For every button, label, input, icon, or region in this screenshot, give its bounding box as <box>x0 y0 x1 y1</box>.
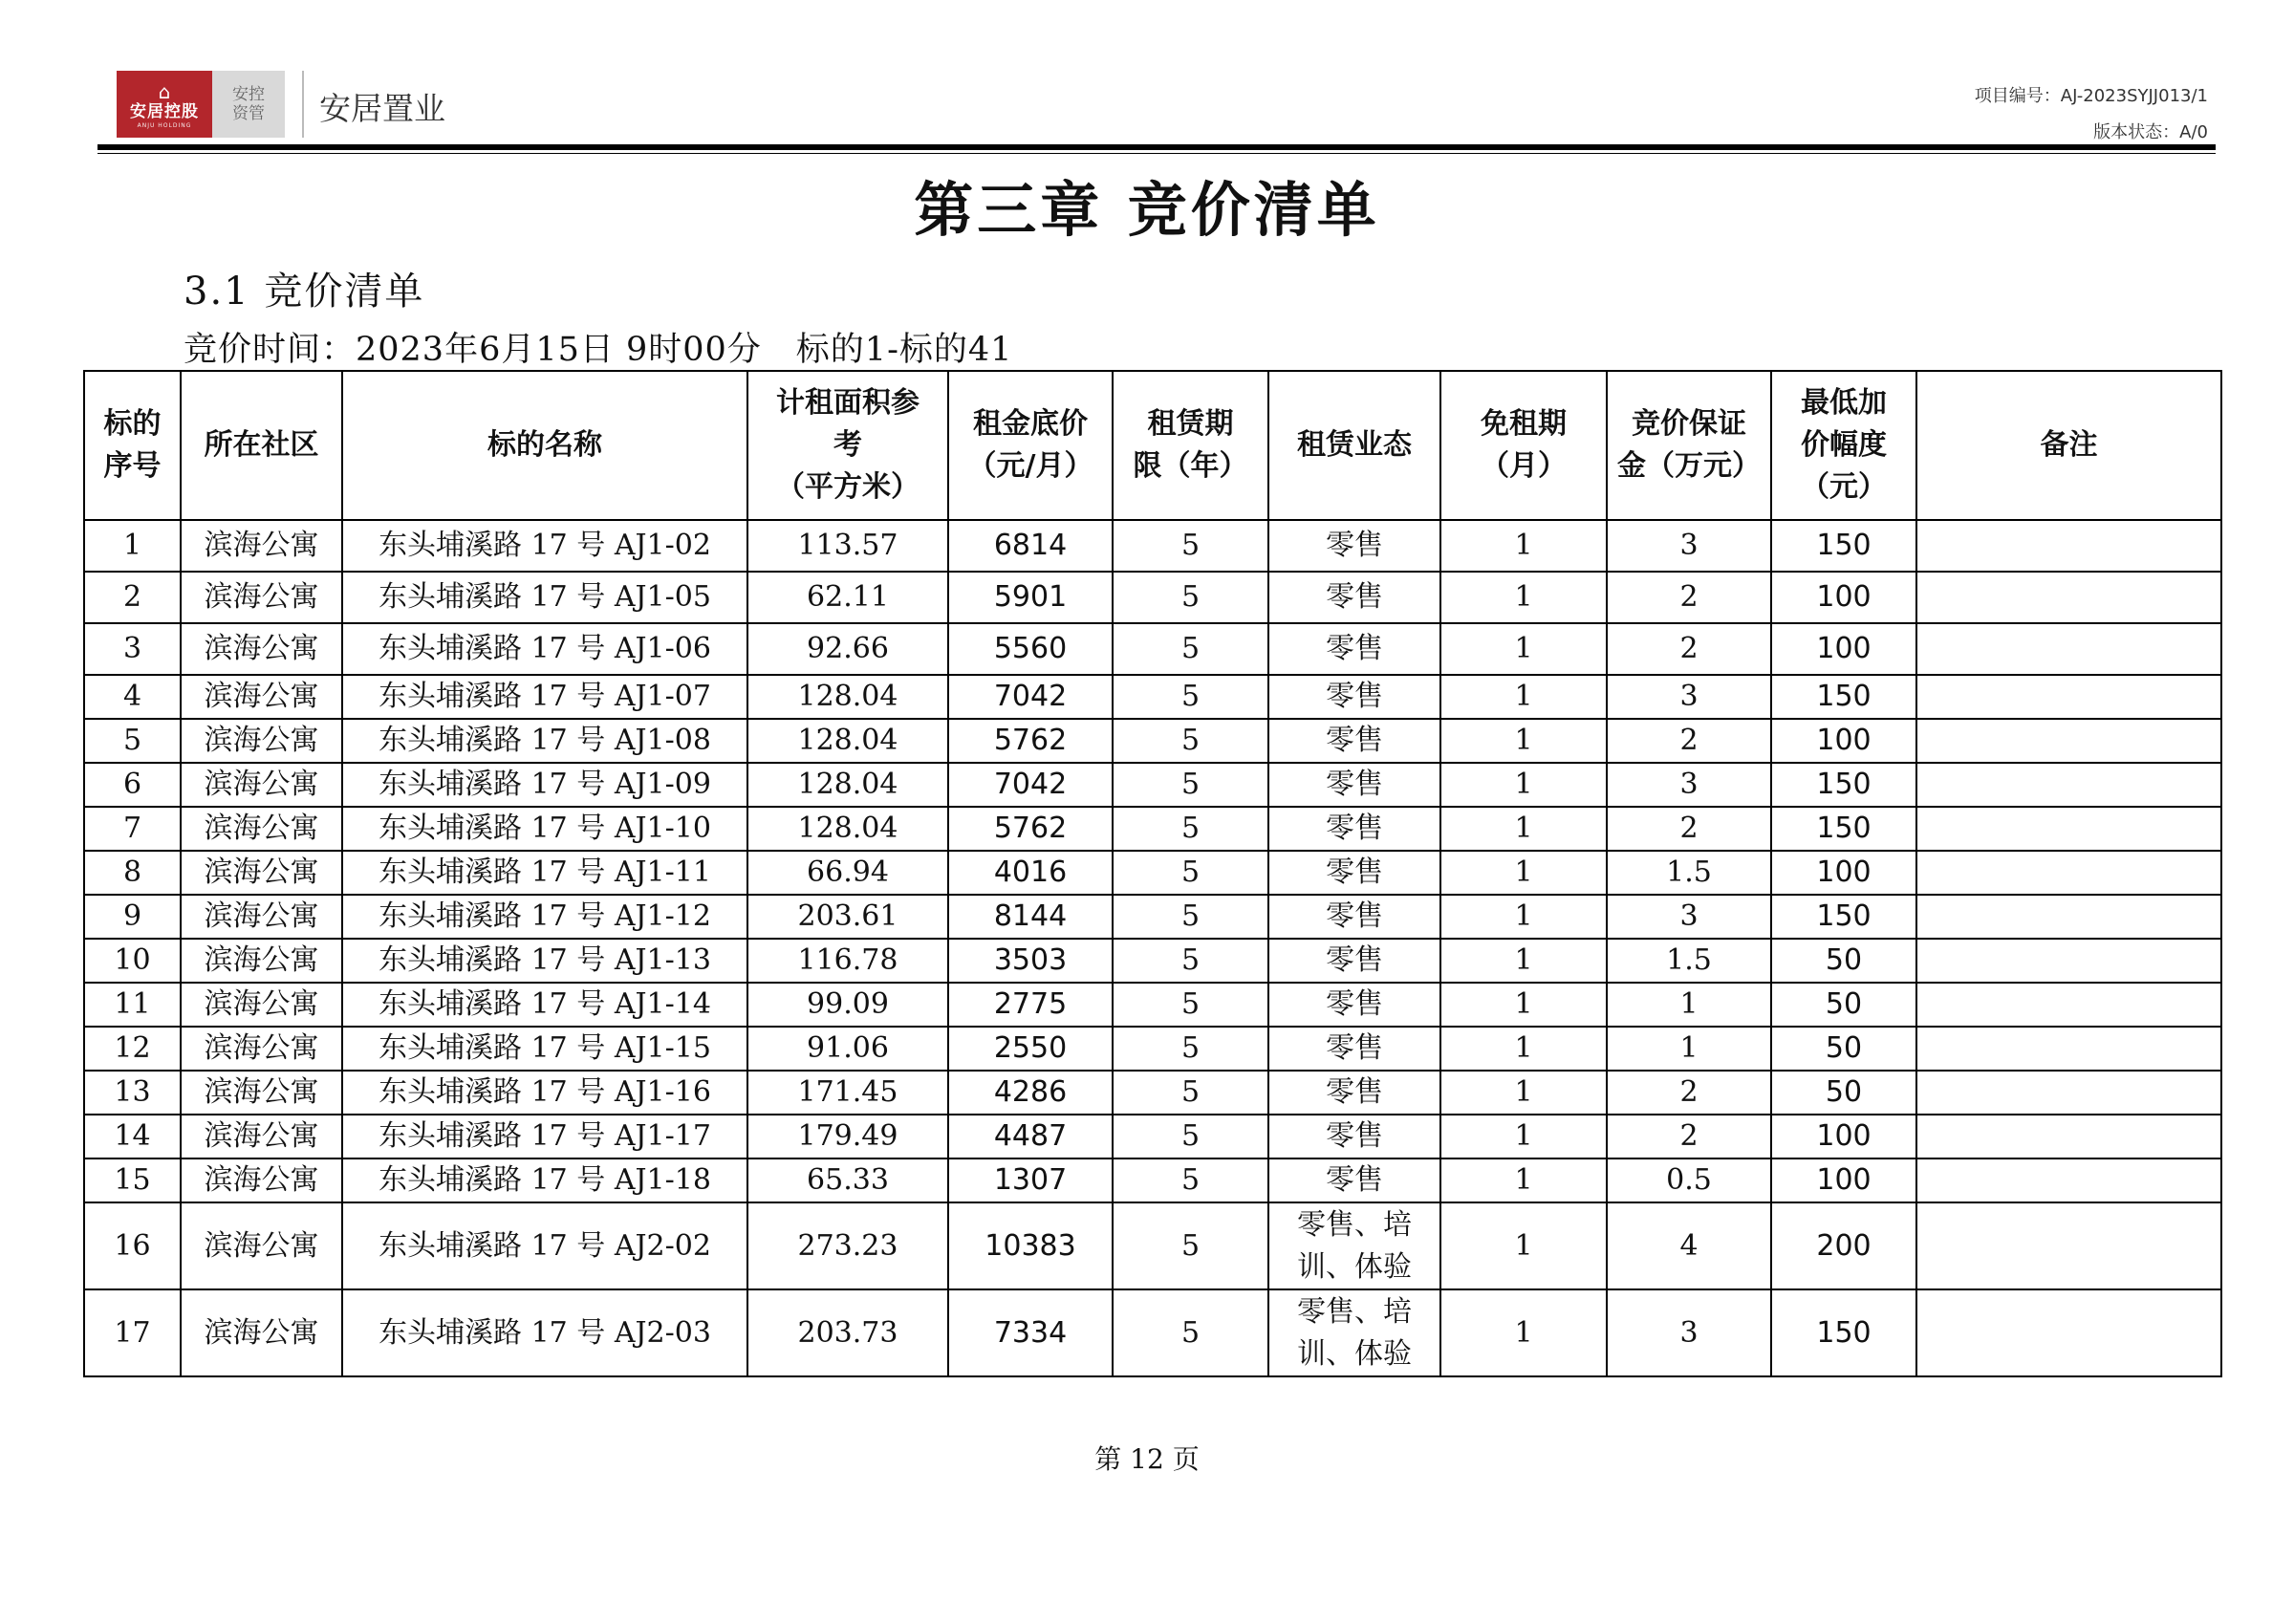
cell-business-type: 零售 <box>1268 1115 1440 1158</box>
cell-rent-free: 1 <box>1440 895 1607 939</box>
cell-lease-term: 5 <box>1113 895 1268 939</box>
cell-min-increment: 50 <box>1771 983 1916 1027</box>
cell-community: 滨海公寓 <box>181 1115 342 1158</box>
logo-english-name: ANJU HOLDING <box>137 122 192 129</box>
cell-community: 滨海公寓 <box>181 623 342 675</box>
cell-area: 116.78 <box>747 939 948 983</box>
cell-business-type: 零售 <box>1268 851 1440 895</box>
cell-community: 滨海公寓 <box>181 939 342 983</box>
cell-deposit: 2 <box>1607 572 1771 623</box>
subsidiary-logo-line2: 资管 <box>232 104 265 123</box>
cell-lot-name: 东头埔溪路 17 号 AJ1-08 <box>342 719 747 763</box>
cell-lot-name: 东头埔溪路 17 号 AJ2-02 <box>342 1202 747 1289</box>
cell-min-increment: 100 <box>1771 623 1916 675</box>
table-row <box>84 719 2221 763</box>
cell-min-increment: 150 <box>1771 807 1916 851</box>
cell-rent-free: 1 <box>1440 1027 1607 1071</box>
chapter-title: 第三章 竞价清单 <box>914 175 1380 245</box>
cell-rent-free: 1 <box>1440 851 1607 895</box>
header-serial: 标的 序号 <box>84 371 181 520</box>
logo-mark-icon: ⌂ <box>158 80 171 103</box>
cell-community: 滨海公寓 <box>181 1158 342 1202</box>
table-row <box>84 623 2221 675</box>
cell-area: 66.94 <box>747 851 948 895</box>
cell-deposit: 0.5 <box>1607 1158 1771 1202</box>
cell-deposit: 1 <box>1607 1027 1771 1071</box>
cell-deposit: 2 <box>1607 1071 1771 1115</box>
header-area: 计租面积参 考 （平方米） <box>747 371 948 520</box>
header-remarks: 备注 <box>1916 371 2221 520</box>
cell-min-increment: 100 <box>1771 719 1916 763</box>
table-row <box>84 763 2221 807</box>
cell-deposit: 1 <box>1607 983 1771 1027</box>
cell-serial: 1 <box>84 520 181 572</box>
cell-deposit: 2 <box>1607 1115 1771 1158</box>
cell-area: 203.61 <box>747 895 948 939</box>
cell-business-type: 零售、培 训、体验 <box>1268 1289 1440 1376</box>
cell-deposit: 4 <box>1607 1202 1771 1289</box>
cell-lease-term: 5 <box>1113 1115 1268 1158</box>
project-number: 项目编号：AJ-2023SYJJ013/1 <box>1974 86 2208 106</box>
cell-rent-free: 1 <box>1440 520 1607 572</box>
cell-lot-name: 东头埔溪路 17 号 AJ1-16 <box>342 1071 747 1115</box>
cell-rent-free: 1 <box>1440 623 1607 675</box>
cell-base-rent: 5762 <box>948 719 1113 763</box>
cell-deposit: 3 <box>1607 1289 1771 1376</box>
cell-area: 62.11 <box>747 572 948 623</box>
cell-area: 128.04 <box>747 675 948 719</box>
cell-rent-free: 1 <box>1440 1115 1607 1158</box>
cell-area: 179.49 <box>747 1115 948 1158</box>
cell-base-rent: 2775 <box>948 983 1113 1027</box>
cell-rent-free: 1 <box>1440 675 1607 719</box>
cell-serial: 7 <box>84 807 181 851</box>
cell-community: 滨海公寓 <box>181 719 342 763</box>
cell-business-type: 零售 <box>1268 675 1440 719</box>
cell-rent-free: 1 <box>1440 983 1607 1027</box>
cell-remarks <box>1916 851 2221 895</box>
cell-lease-term: 5 <box>1113 719 1268 763</box>
company-logo <box>117 71 212 138</box>
cell-community: 滨海公寓 <box>181 1202 342 1289</box>
cell-rent-free: 1 <box>1440 939 1607 983</box>
cell-lease-term: 5 <box>1113 983 1268 1027</box>
cell-deposit: 2 <box>1607 623 1771 675</box>
cell-area: 128.04 <box>747 763 948 807</box>
cell-lot-name: 东头埔溪路 17 号 AJ1-07 <box>342 675 747 719</box>
header-lot-name: 标的名称 <box>342 371 747 520</box>
cell-remarks <box>1916 939 2221 983</box>
bid-time: 竞价时间：2023年6月15日 9时00分 标的1-标的41 <box>184 331 1013 369</box>
cell-remarks <box>1916 807 2221 851</box>
cell-remarks <box>1916 763 2221 807</box>
cell-lease-term: 5 <box>1113 807 1268 851</box>
cell-business-type: 零售 <box>1268 939 1440 983</box>
cell-area: 171.45 <box>747 1071 948 1115</box>
cell-community: 滨海公寓 <box>181 572 342 623</box>
cell-serial: 17 <box>84 1289 181 1376</box>
cell-rent-free: 1 <box>1440 719 1607 763</box>
cell-business-type: 零售 <box>1268 983 1440 1027</box>
cell-rent-free: 1 <box>1440 763 1607 807</box>
cell-lease-term: 5 <box>1113 1071 1268 1115</box>
cell-deposit: 3 <box>1607 675 1771 719</box>
cell-lease-term: 5 <box>1113 675 1268 719</box>
cell-rent-free: 1 <box>1440 1158 1607 1202</box>
cell-area: 113.57 <box>747 520 948 572</box>
cell-business-type: 零售 <box>1268 807 1440 851</box>
table-row <box>84 807 2221 851</box>
table-row <box>84 520 2221 572</box>
cell-base-rent: 8144 <box>948 895 1113 939</box>
cell-remarks <box>1916 983 2221 1027</box>
header-community: 所在社区 <box>181 371 342 520</box>
cell-business-type: 零售 <box>1268 623 1440 675</box>
header-rule-thin <box>97 153 2216 154</box>
table-row <box>84 851 2221 895</box>
header-deposit: 竞价保证 金（万元） <box>1607 371 1771 520</box>
cell-remarks <box>1916 1158 2221 1202</box>
cell-base-rent: 7042 <box>948 675 1113 719</box>
cell-area: 92.66 <box>747 623 948 675</box>
cell-lot-name: 东头埔溪路 17 号 AJ1-11 <box>342 851 747 895</box>
table-row <box>84 1115 2221 1158</box>
cell-deposit: 3 <box>1607 895 1771 939</box>
cell-base-rent: 5762 <box>948 807 1113 851</box>
cell-community: 滨海公寓 <box>181 807 342 851</box>
cell-business-type: 零售 <box>1268 520 1440 572</box>
cell-serial: 2 <box>84 572 181 623</box>
cell-min-increment: 50 <box>1771 1027 1916 1071</box>
cell-serial: 15 <box>84 1158 181 1202</box>
header-rent-free: 免租期 （月） <box>1440 371 1607 520</box>
cell-lot-name: 东头埔溪路 17 号 AJ1-05 <box>342 572 747 623</box>
cell-serial: 4 <box>84 675 181 719</box>
cell-min-increment: 150 <box>1771 1289 1916 1376</box>
cell-area: 65.33 <box>747 1158 948 1202</box>
cell-lot-name: 东头埔溪路 17 号 AJ1-12 <box>342 895 747 939</box>
cell-community: 滨海公寓 <box>181 983 342 1027</box>
table-header-row <box>84 371 2221 520</box>
cell-deposit: 2 <box>1607 807 1771 851</box>
cell-base-rent: 10383 <box>948 1202 1113 1289</box>
cell-serial: 5 <box>84 719 181 763</box>
cell-deposit: 3 <box>1607 520 1771 572</box>
cell-serial: 9 <box>84 895 181 939</box>
cell-lease-term: 5 <box>1113 1202 1268 1289</box>
cell-serial: 13 <box>84 1071 181 1115</box>
header-divider <box>302 71 304 138</box>
cell-lease-term: 5 <box>1113 520 1268 572</box>
cell-remarks <box>1916 1027 2221 1071</box>
cell-serial: 10 <box>84 939 181 983</box>
cell-community: 滨海公寓 <box>181 763 342 807</box>
cell-remarks <box>1916 895 2221 939</box>
cell-lease-term: 5 <box>1113 939 1268 983</box>
subsidiary-logo <box>212 71 285 138</box>
cell-area: 203.73 <box>747 1289 948 1376</box>
cell-lot-name: 东头埔溪路 17 号 AJ1-02 <box>342 520 747 572</box>
cell-community: 滨海公寓 <box>181 1071 342 1115</box>
cell-serial: 3 <box>84 623 181 675</box>
cell-lot-name: 东头埔溪路 17 号 AJ1-13 <box>342 939 747 983</box>
cell-min-increment: 150 <box>1771 763 1916 807</box>
project-info <box>1975 78 2208 151</box>
cell-lot-name: 东头埔溪路 17 号 AJ1-06 <box>342 623 747 675</box>
version-status: 版本状态：A/0 <box>2093 122 2208 142</box>
cell-deposit: 3 <box>1607 763 1771 807</box>
cell-min-increment: 150 <box>1771 675 1916 719</box>
cell-serial: 16 <box>84 1202 181 1289</box>
header-business-type: 租赁业态 <box>1268 371 1440 520</box>
cell-serial: 12 <box>84 1027 181 1071</box>
cell-min-increment: 50 <box>1771 939 1916 983</box>
cell-base-rent: 2550 <box>948 1027 1113 1071</box>
header-min-increment: 最低加 价幅度 （元） <box>1771 371 1916 520</box>
cell-lease-term: 5 <box>1113 1158 1268 1202</box>
table-row <box>84 1158 2221 1202</box>
cell-serial: 11 <box>84 983 181 1027</box>
table-row <box>84 675 2221 719</box>
cell-rent-free: 1 <box>1440 1202 1607 1289</box>
header-base-rent: 租金底价 （元/月） <box>948 371 1113 520</box>
cell-remarks <box>1916 572 2221 623</box>
cell-area: 128.04 <box>747 807 948 851</box>
cell-rent-free: 1 <box>1440 1071 1607 1115</box>
cell-base-rent: 6814 <box>948 520 1113 572</box>
cell-serial: 6 <box>84 763 181 807</box>
cell-base-rent: 1307 <box>948 1158 1113 1202</box>
cell-remarks <box>1916 1202 2221 1289</box>
cell-min-increment: 200 <box>1771 1202 1916 1289</box>
cell-remarks <box>1916 719 2221 763</box>
cell-area: 91.06 <box>747 1027 948 1071</box>
brand-name: 安居置业 <box>319 90 445 127</box>
cell-remarks <box>1916 520 2221 572</box>
cell-business-type: 零售 <box>1268 719 1440 763</box>
table-row <box>84 1202 2221 1289</box>
cell-business-type: 零售 <box>1268 895 1440 939</box>
cell-min-increment: 150 <box>1771 895 1916 939</box>
cell-lot-name: 东头埔溪路 17 号 AJ1-17 <box>342 1115 747 1158</box>
cell-lot-name: 东头埔溪路 17 号 AJ1-18 <box>342 1158 747 1202</box>
cell-lease-term: 5 <box>1113 1289 1268 1376</box>
section-title: 3.1 竞价清单 <box>184 270 425 314</box>
cell-business-type: 零售 <box>1268 763 1440 807</box>
subsidiary-logo-line1: 安控 <box>232 85 265 104</box>
cell-lot-name: 东头埔溪路 17 号 AJ1-15 <box>342 1027 747 1071</box>
cell-remarks <box>1916 1115 2221 1158</box>
cell-business-type: 零售、培 训、体验 <box>1268 1202 1440 1289</box>
cell-business-type: 零售 <box>1268 1158 1440 1202</box>
cell-rent-free: 1 <box>1440 572 1607 623</box>
cell-rent-free: 1 <box>1440 1289 1607 1376</box>
cell-lease-term: 5 <box>1113 851 1268 895</box>
cell-area: 99.09 <box>747 983 948 1027</box>
cell-community: 滨海公寓 <box>181 675 342 719</box>
header-lease-term: 租赁期 限（年） <box>1113 371 1268 520</box>
cell-deposit: 2 <box>1607 719 1771 763</box>
cell-base-rent: 5901 <box>948 572 1113 623</box>
cell-lease-term: 5 <box>1113 572 1268 623</box>
cell-rent-free: 1 <box>1440 807 1607 851</box>
cell-lease-term: 5 <box>1113 623 1268 675</box>
cell-remarks <box>1916 623 2221 675</box>
cell-community: 滨海公寓 <box>181 520 342 572</box>
cell-community: 滨海公寓 <box>181 1027 342 1071</box>
cell-base-rent: 4286 <box>948 1071 1113 1115</box>
table-row <box>84 895 2221 939</box>
cell-community: 滨海公寓 <box>181 851 342 895</box>
cell-base-rent: 5560 <box>948 623 1113 675</box>
cell-remarks <box>1916 1071 2221 1115</box>
cell-base-rent: 7334 <box>948 1289 1113 1376</box>
cell-serial: 8 <box>84 851 181 895</box>
cell-serial: 14 <box>84 1115 181 1158</box>
cell-min-increment: 100 <box>1771 851 1916 895</box>
cell-business-type: 零售 <box>1268 572 1440 623</box>
cell-min-increment: 100 <box>1771 1115 1916 1158</box>
cell-area: 273.23 <box>747 1202 948 1289</box>
cell-base-rent: 4016 <box>948 851 1113 895</box>
cell-lot-name: 东头埔溪路 17 号 AJ1-09 <box>342 763 747 807</box>
cell-community: 滨海公寓 <box>181 895 342 939</box>
cell-lease-term: 5 <box>1113 1027 1268 1071</box>
cell-business-type: 零售 <box>1268 1071 1440 1115</box>
cell-lease-term: 5 <box>1113 763 1268 807</box>
table-row <box>84 1027 2221 1071</box>
cell-base-rent: 3503 <box>948 939 1113 983</box>
cell-area: 128.04 <box>747 719 948 763</box>
cell-community: 滨海公寓 <box>181 1289 342 1376</box>
cell-min-increment: 50 <box>1771 1071 1916 1115</box>
cell-lot-name: 东头埔溪路 17 号 AJ1-14 <box>342 983 747 1027</box>
cell-min-increment: 150 <box>1771 520 1916 572</box>
cell-deposit: 1.5 <box>1607 939 1771 983</box>
cell-lot-name: 东头埔溪路 17 号 AJ2-03 <box>342 1289 747 1376</box>
page-number: 第 12 页 <box>1094 1443 1200 1475</box>
table-row <box>84 1071 2221 1115</box>
cell-base-rent: 4487 <box>948 1115 1113 1158</box>
cell-lot-name: 东头埔溪路 17 号 AJ1-10 <box>342 807 747 851</box>
table-row <box>84 983 2221 1027</box>
table-row <box>84 1289 2221 1376</box>
cell-business-type: 零售 <box>1268 1027 1440 1071</box>
logo-company-name: 安居控股 <box>130 102 199 121</box>
bid-list-table <box>83 370 2222 1377</box>
header-rule-thick <box>97 144 2216 150</box>
cell-remarks <box>1916 675 2221 719</box>
cell-remarks <box>1916 1289 2221 1376</box>
cell-min-increment: 100 <box>1771 572 1916 623</box>
cell-deposit: 1.5 <box>1607 851 1771 895</box>
table-row <box>84 939 2221 983</box>
cell-base-rent: 7042 <box>948 763 1113 807</box>
table-row <box>84 572 2221 623</box>
cell-min-increment: 100 <box>1771 1158 1916 1202</box>
